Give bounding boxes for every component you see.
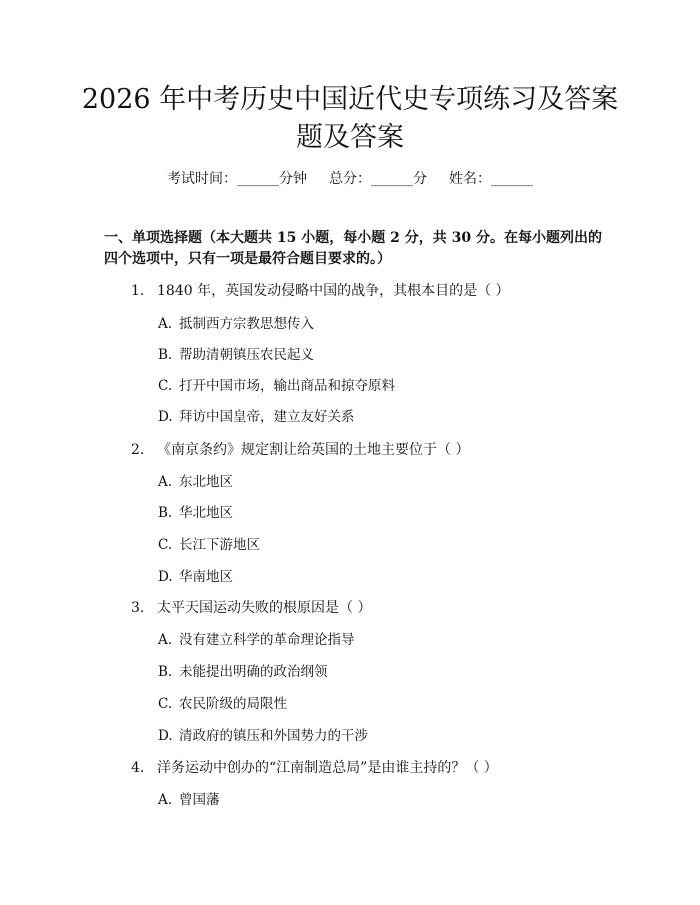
student-name-label: 姓名：______ bbox=[449, 171, 533, 187]
option-text: 抵制西方宗教思想传入 bbox=[179, 316, 314, 332]
document-title-line-2: 题及答案 bbox=[296, 122, 404, 153]
option-letter: C. bbox=[158, 537, 173, 553]
option-letter: A. bbox=[158, 316, 173, 332]
question-text: 太平天国运动失败的根原因是（ ） bbox=[157, 600, 372, 616]
option-text: 未能提出明确的政治纲领 bbox=[179, 664, 328, 680]
option-text: 没有建立科学的革命理论指导 bbox=[179, 632, 355, 648]
exam-info bbox=[0, 169, 700, 189]
question-text: 洋务运动中创办的“江南制造总局”是由谁主持的？（ ） bbox=[157, 760, 498, 776]
option-letter: A. bbox=[158, 792, 173, 808]
question-text: 《南京条约》规定割让给英国的土地主要位于（ ） bbox=[157, 442, 470, 458]
option-text: 曾国藩 bbox=[179, 792, 220, 808]
option-letter: A. bbox=[158, 632, 173, 648]
option-text: 农民阶级的局限性 bbox=[179, 696, 287, 712]
total-score-label: 总分：______分 bbox=[329, 171, 427, 187]
option-text: 华北地区 bbox=[179, 505, 233, 521]
document-title-line-1: 2026 年中考历史中国近代史专项练习及答案 bbox=[81, 84, 619, 115]
option-text: 拜访中国皇帝，建立友好关系 bbox=[179, 409, 355, 425]
option-letter: D. bbox=[158, 569, 173, 585]
option-text: 华南地区 bbox=[179, 569, 233, 585]
exam-time-label: 考试时间：______分钟 bbox=[167, 171, 307, 187]
option-text: 清政府的镇压和外国势力的干涉 bbox=[179, 728, 368, 744]
option-letter: C. bbox=[158, 696, 173, 712]
option-text: 长江下游地区 bbox=[179, 537, 260, 553]
option-letter: A. bbox=[158, 474, 173, 490]
option-letter: B. bbox=[158, 347, 173, 363]
option-letter: D. bbox=[158, 728, 173, 744]
question-number: 1. bbox=[131, 283, 145, 299]
option-letter: D. bbox=[158, 409, 173, 425]
question-number: 3. bbox=[131, 600, 145, 616]
section-heading: 一、单项选择题（本大题共 15 小题，每小题 2 分，共 30 分。在每小题列出的四个选项中，只有一项是最符合题目要求的。） bbox=[104, 230, 602, 267]
option-text: 打开中国市场，输出商品和掠夺原料 bbox=[179, 378, 395, 394]
question-number: 2. bbox=[131, 442, 145, 458]
option-letter: B. bbox=[158, 505, 173, 521]
option-letter: B. bbox=[158, 664, 173, 680]
question-number: 4. bbox=[131, 760, 145, 776]
option-text: 东北地区 bbox=[179, 474, 233, 490]
option-text: 帮助清朝镇压农民起义 bbox=[179, 347, 314, 363]
question-text: 1840 年，英国发动侵略中国的战争，其根本目的是（ ） bbox=[157, 283, 510, 299]
option-letter: C. bbox=[158, 378, 173, 394]
